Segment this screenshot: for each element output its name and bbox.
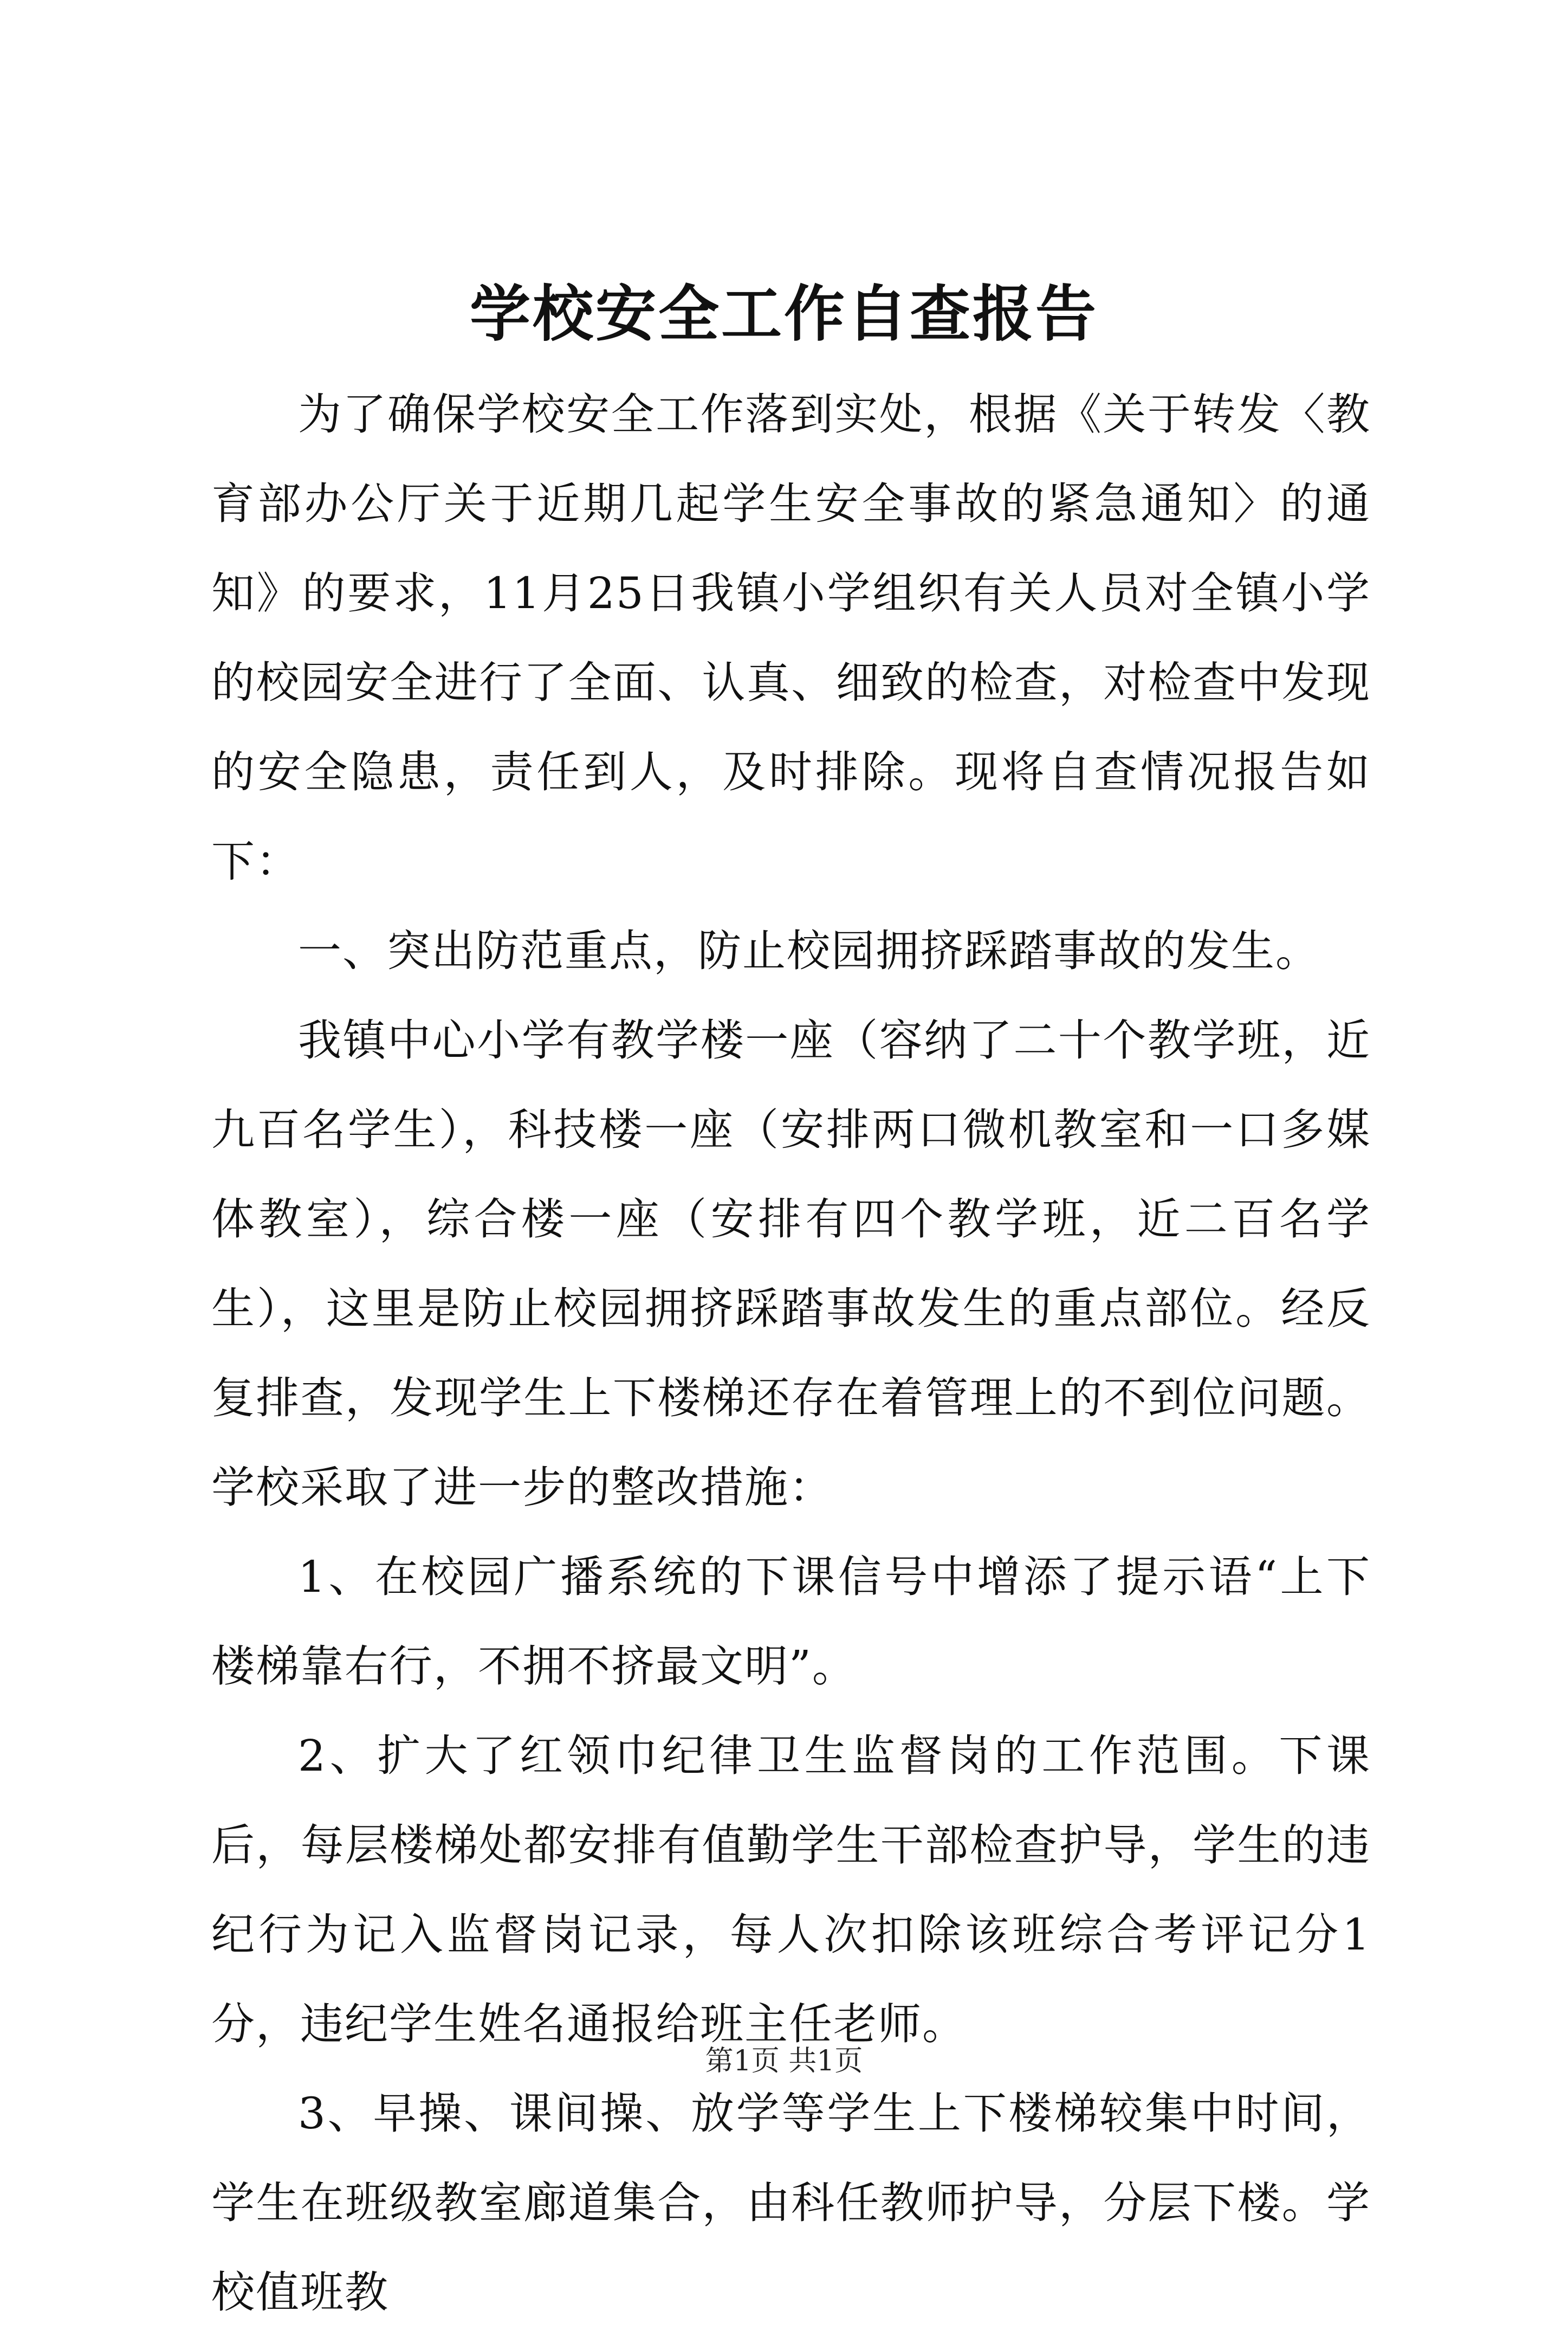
paragraph-intro: 为了确保学校安全工作落到实处，根据《关于转发〈教育部办公厅关于近期几起学生安全事故的紧急通知〉的通知》的要求，11月25日我镇小学组织有关人员对全镇小学的校园安全进行了全面、认真、细致的检查，对检查中发现的安全隐患，责任到人，及时排除。现将自查情况报告如下： — [211, 389, 1371, 887]
measure-item-1: 1、在校园广播系统的下课信号中增添了提示语“上下楼梯靠右行，不拥不挤最文明”。 — [211, 1552, 1371, 1692]
measure-item-3: 3、早操、课间操、放学等学生上下楼梯较集中时间，学生在班级教室廊道集合，由科任教师护导，分层下楼。学校值班教 — [211, 2088, 1371, 2317]
measure-item-2: 2、扩大了红领巾纪律卫生监督岗的工作范围。下课后，每层楼梯处都安排有值勤学生干部检查护导，学生的违纪行为记入监督岗记录，每人次扣除该班综合考评记分1分，违纪学生姓名通报给班主任老师。 — [211, 1731, 1371, 2049]
document-title: 学校安全工作自查报告 — [470, 279, 1098, 350]
page-footer: 第1页 共1页 — [705, 2045, 863, 2077]
paragraph-buildings: 我镇中心小学有教学楼一座（容纳了二十个教学班，近九百名学生），科技楼一座（安排两口微机教室和一口多媒体教室），综合楼一座（安排有四个教学班，近二百名学生），这里是防止校园拥挤踩踏事故发生的重点部位。经反复排查，发现学生上下楼梯还存在着管理上的不到位问题。学校采取了进一步的整改措施： — [211, 1015, 1371, 1513]
section-heading-1: 一、突出防范重点，防止校园拥挤踩踏事故的发生。 — [298, 926, 1320, 976]
